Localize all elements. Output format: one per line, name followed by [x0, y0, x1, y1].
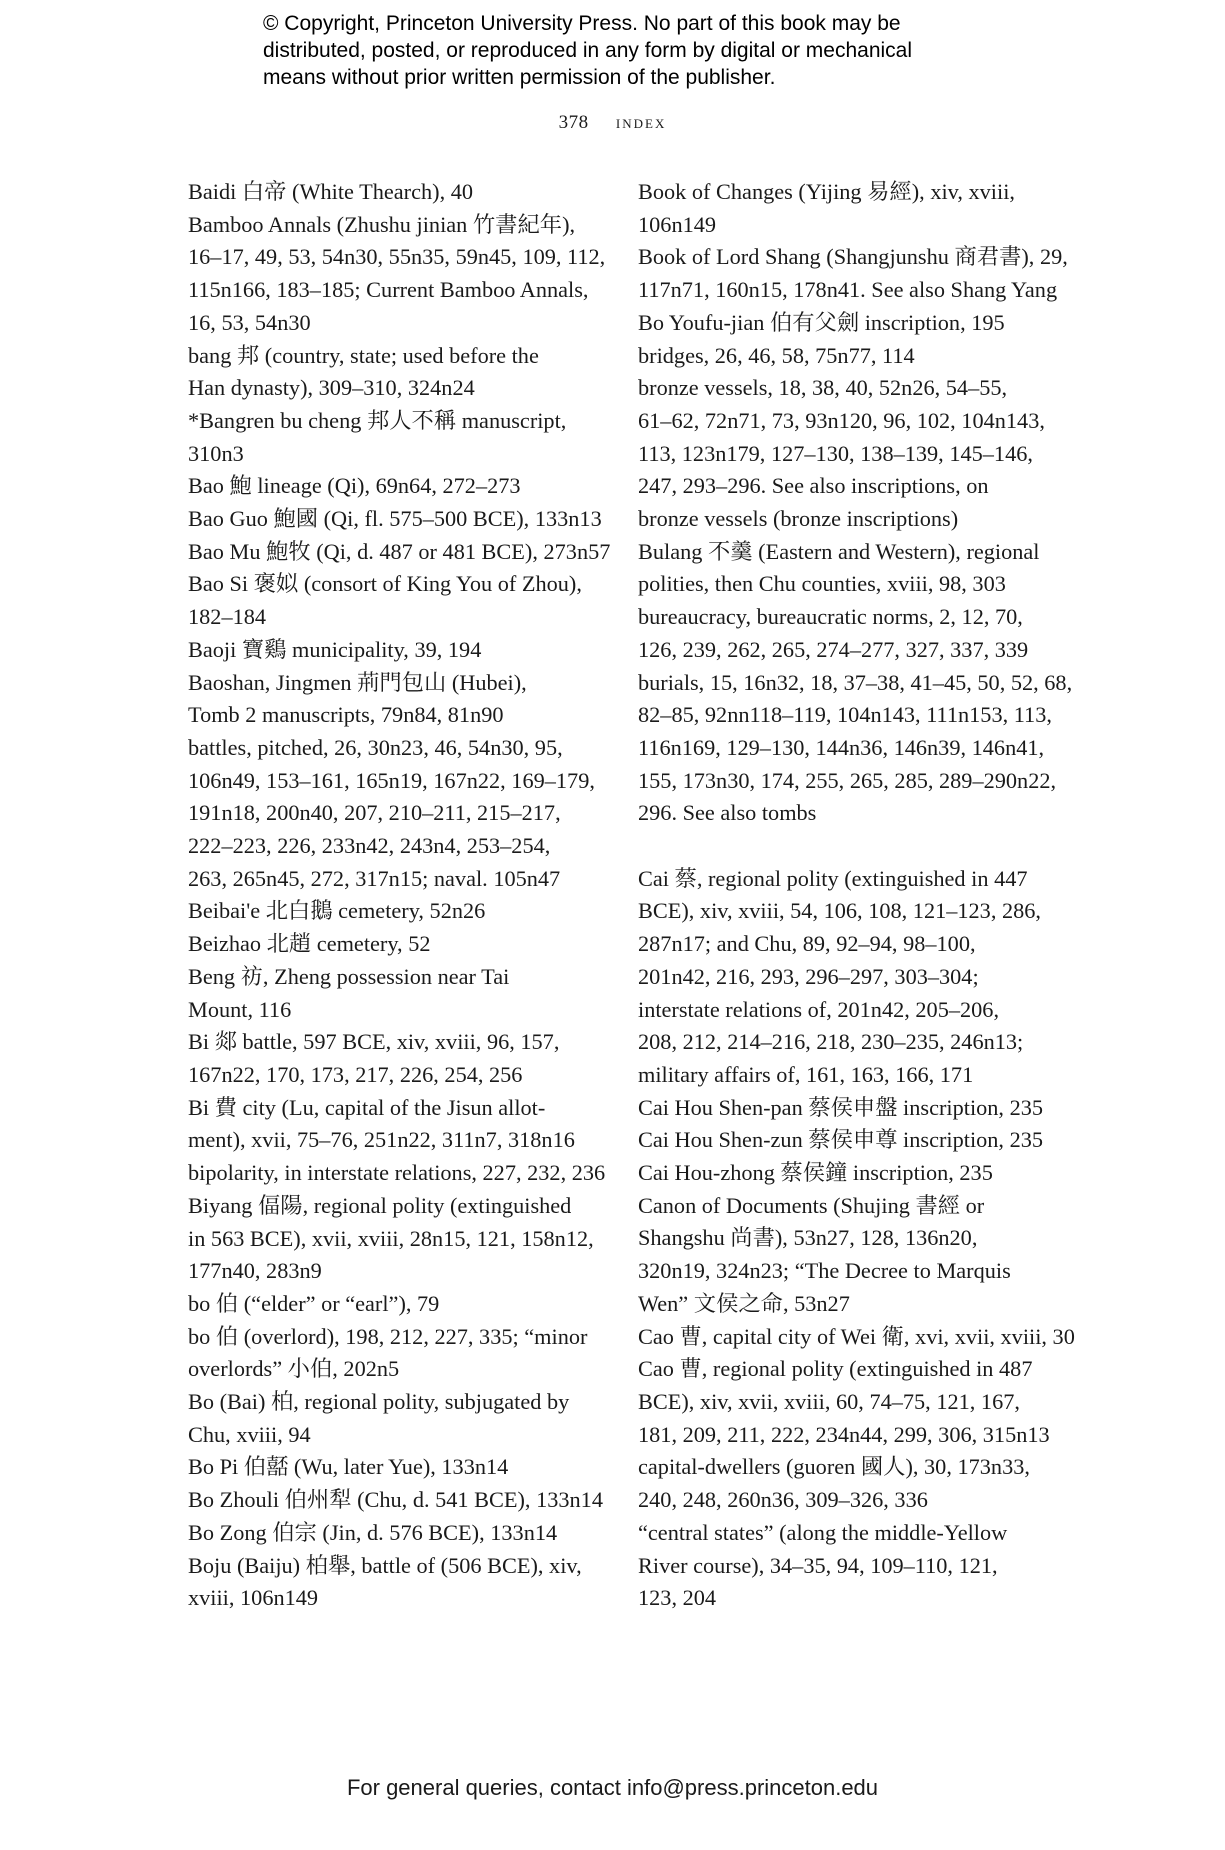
copyright-line: means without prior written permission of the publisher. — [263, 66, 776, 89]
index-entry-line: Bo Zhouli 伯州犁 (Chu, d. 541 BCE), 133n14 — [188, 1487, 603, 1513]
index-entry-line: Bo Youfu-jian 伯有父劍 inscription, 195 — [638, 309, 1005, 335]
index-entry-line: xviii, 106n149 — [188, 1585, 319, 1611]
index-entry-line: Bao Mu 鮑牧 (Qi, d. 487 or 481 BCE), 273n57 — [188, 538, 611, 564]
copyright-line: distributed, posted, or reproduced in any form by digital or mechanical — [263, 39, 913, 62]
index-entry — [188, 1517, 588, 1550]
index-entry-line: 296. See also tombs — [638, 800, 817, 826]
index-entry-line: bo 伯 (“elder” or “earl”), 79 — [188, 1290, 440, 1316]
index-entry-line: 116n169, 129–130, 144n36, 146n39, 146n41, — [638, 734, 1045, 760]
index-entry-line: Cao 曹, capital city of Wei 衛, xvi, xvii, xviii, 30 — [638, 1323, 1075, 1349]
index-entry-line: overlords” 小伯, 202n5 — [188, 1356, 400, 1382]
index-entry — [188, 1550, 588, 1615]
index-entry-line: 240, 248, 260n36, 309–326, 336 — [638, 1487, 928, 1513]
index-entry-line: 106n49, 153–161, 165n19, 167n22, 169–179, — [188, 767, 595, 793]
index-entry-line: polities, then Chu counties, xviii, 98, 303 — [638, 571, 1006, 597]
index-entry — [188, 503, 602, 536]
index-entry — [188, 470, 588, 503]
index-entry-line: Bi 費 city (Lu, capital of the Jisun allot- — [188, 1094, 546, 1120]
index-entry-line: 191n18, 200n40, 207, 210–211, 215–217, — [188, 800, 561, 826]
index-entry-line: Beng 祊, Zheng possession near Tai — [188, 963, 510, 989]
index-entry — [188, 667, 588, 732]
index-entry — [188, 895, 588, 928]
index-entry — [188, 176, 588, 209]
index-entry-line: 263, 265n45, 272, 317n15; naval. 105n47 — [188, 865, 561, 891]
copyright-notice — [263, 10, 1043, 91]
index-entry-line: 201n42, 216, 293, 296–297, 303–304; — [638, 963, 979, 989]
index-entry-line: Book of Lord Shang (Shangjunshu 商君書), 29, — [638, 244, 1068, 270]
index-entry — [188, 961, 588, 1026]
index-entry-line: Bao Guo 鮑國 (Qi, fl. 575–500 BCE), 133n13 — [188, 506, 602, 532]
index-entry — [188, 1288, 588, 1321]
index-entry-line: Wen” 文侯之命, 53n27 — [638, 1290, 850, 1316]
index-entry-line: 222–223, 226, 233n42, 243n4, 253–254, — [188, 833, 551, 859]
index-entry — [188, 536, 611, 569]
index-entry-line: Baidi 白帝 (White Thearch), 40 — [188, 179, 474, 204]
index-entry-line: 247, 293–296. See also inscriptions, on — [638, 473, 989, 499]
index-entry — [638, 601, 1050, 666]
index-entry — [638, 1321, 1075, 1354]
index-entry — [638, 1451, 1050, 1516]
index-entry-line: 113, 123n179, 127–130, 138–139, 145–146, — [638, 440, 1033, 466]
index-entry-line: 310n3 — [188, 440, 244, 466]
index-entry — [638, 340, 1050, 373]
index-entry — [638, 372, 1050, 536]
index-entry-line: Canon of Documents (Shujing 書經 or — [638, 1192, 985, 1218]
index-entry-line: 82–85, 92nn118–119, 104n143, 111n153, 113, — [638, 702, 1052, 728]
index-entry-line: Bamboo Annals (Zhushu jinian 竹書紀年), — [188, 211, 576, 237]
index-entry — [188, 405, 588, 470]
index-entry — [188, 1157, 606, 1190]
index-entry — [188, 1092, 588, 1157]
index-entry-line: 61–62, 72n71, 73, 93n120, 96, 102, 104n143, — [638, 407, 1045, 433]
index-entry — [188, 1451, 588, 1484]
index-entry-line: Cao 曹, regional polity (extinguished in 487 — [638, 1356, 1033, 1382]
index-entry — [638, 1190, 1050, 1321]
index-entry-line: 117n71, 160n15, 178n41. See also Shang Yang — [638, 277, 1058, 303]
index-entry-line: Boju (Baiju) 柏舉, battle of (506 BCE), xiv, — [188, 1552, 582, 1578]
index-entry-line: 208, 212, 214–216, 218, 230–235, 246n13; — [638, 1029, 1024, 1055]
index-entry-line: Baoshan, Jingmen 荊門包山 (Hubei), — [188, 669, 527, 695]
index-entry-line: 177n40, 283n9 — [188, 1258, 322, 1284]
index-entry-line: 181, 209, 211, 222, 234n44, 299, 306, 315n13 — [638, 1421, 1050, 1447]
index-entry-line: bipolarity, in interstate relations, 227, 232, 236 — [188, 1160, 606, 1186]
index-entry — [188, 340, 588, 405]
index-entry-line: Biyang 偪陽, regional polity (extinguished — [188, 1192, 572, 1218]
index-entry-line: Bao Si 褒姒 (consort of King You of Zhou), — [188, 571, 582, 597]
index-entry-line: *Bangren bu cheng 邦人不稱 manuscript, — [188, 407, 567, 433]
index-entry-line: Bao 鮑 lineage (Qi), 69n64, 272–273 — [188, 473, 521, 499]
section-gap — [638, 830, 1050, 863]
index-entry-line: capital-dwellers (guoren 國人), 30, 173n33, — [638, 1454, 1030, 1480]
index-entry-line: 16–17, 49, 53, 54n30, 55n35, 59n45, 109, 112, — [188, 244, 606, 270]
index-entry-line: interstate relations of, 201n42, 205–206, — [638, 996, 1000, 1022]
index-entry-line: 320n19, 324n23; “The Decree to Marquis — [638, 1258, 1011, 1284]
running-title: index — [615, 112, 667, 133]
index-entry-line: Bi 郯 battle, 597 BCE, xiv, xviii, 96, 157, — [188, 1029, 560, 1055]
index-entry-line: military affairs of, 161, 163, 166, 171 — [638, 1061, 974, 1087]
index-entry-line: Cai Hou Shen-zun 蔡侯申尊 inscription, 235 — [638, 1127, 1044, 1153]
index-entry-line: Cai Hou-zhong 蔡侯鐘 inscription, 235 — [638, 1160, 993, 1186]
index-entry — [188, 1190, 594, 1288]
index-entry-line: bo 伯 (overlord), 198, 212, 227, 335; “minor — [188, 1323, 588, 1349]
index-entry — [638, 863, 1050, 1092]
footer-contact: For general queries, contact info@press.princeton.edu — [346, 1775, 879, 1800]
running-head — [0, 112, 1225, 134]
index-entry — [638, 1092, 1050, 1125]
index-entry-line: 167n22, 170, 173, 217, 226, 254, 256 — [188, 1061, 523, 1087]
index-entry — [188, 928, 588, 961]
index-entry-line: Shangshu 尚書), 53n27, 128, 136n20, — [638, 1225, 978, 1251]
index-entry — [638, 241, 1068, 306]
index-entry — [188, 1026, 588, 1091]
index-entry-line: Bo Zong 伯宗 (Jin, d. 576 BCE), 133n14 — [188, 1519, 558, 1545]
index-entry — [188, 1386, 588, 1451]
index-entry-line: BCE), xiv, xviii, 54, 106, 108, 121–123, 286, — [638, 898, 1041, 924]
index-entry-line: Book of Changes (Yijing 易經), xiv, xviii, — [638, 179, 1015, 204]
index-column-left — [188, 176, 611, 1615]
index-entry — [638, 1353, 1050, 1451]
index-entry-line: in 563 BCE), xvii, xviii, 28n15, 121, 158n12, — [188, 1225, 594, 1251]
index-entry-line: 287n17; and Chu, 89, 92–94, 98–100, — [638, 931, 976, 957]
index-entry-line: Chu, xviii, 94 — [188, 1421, 311, 1447]
index-entry-line: Beizhao 北趙 cemetery, 52 — [188, 931, 431, 957]
index-entry — [638, 536, 1050, 601]
index-entry — [188, 634, 588, 667]
index-entry — [638, 1157, 1050, 1190]
index-entry-line: Bulang 不羹 (Eastern and Western), regional — [638, 538, 1040, 564]
index-entry-line: bang 邦 (country, state; used before the — [188, 342, 539, 368]
index-entry — [188, 209, 606, 340]
copyright-line: © Copyright, Princeton University Press. No part of this book may be — [263, 12, 901, 35]
index-entry-line: 106n149 — [638, 211, 717, 237]
index-entry-line: 182–184 — [188, 604, 267, 630]
index-entry-line: Bo Pi 伯嚭 (Wu, later Yue), 133n14 — [188, 1454, 509, 1480]
index-entry-line: bronze vessels (bronze inscriptions) — [638, 506, 959, 532]
index-entry-line: bridges, 26, 46, 58, 75n77, 114 — [638, 342, 915, 368]
index-entry — [638, 1124, 1050, 1157]
index-entry — [188, 1321, 588, 1386]
index-entry-line: Bo (Bai) 柏, regional polity, subjugated by — [188, 1389, 570, 1415]
index-entry-line: Cai 蔡, regional polity (extinguished in 447 — [638, 865, 1028, 891]
index-entry-line: River course), 34–35, 94, 109–110, 121, — [638, 1552, 998, 1578]
index-entry — [638, 307, 1050, 340]
index-entry-line: ment), xvii, 75–76, 251n22, 311n7, 318n16 — [188, 1127, 575, 1153]
index-entry — [638, 1517, 1050, 1615]
index-entry-line: bureaucracy, bureaucratic norms, 2, 12, 70, — [638, 604, 1023, 630]
index-entry-line: Mount, 116 — [188, 996, 292, 1022]
index-entry-line: 16, 53, 54n30 — [188, 309, 311, 335]
index-entry-line: BCE), xiv, xvii, xviii, 60, 74–75, 121, 167, — [638, 1389, 1020, 1414]
index-entry-line: 126, 239, 262, 265, 274–277, 327, 337, 339 — [638, 636, 1029, 662]
index-entry — [188, 568, 588, 633]
index-entry-line: battles, pitched, 26, 30n23, 46, 54n30, 95, — [188, 734, 563, 760]
index-entry-line: “central states” (along the middle-Yellow — [638, 1519, 1008, 1545]
index-entry-line: 115n166, 183–185; Current Bamboo Annals, — [188, 277, 589, 303]
index-entry — [638, 667, 1073, 831]
index-entry-line: Tomb 2 manuscripts, 79n84, 81n90 — [188, 702, 504, 728]
index-column-right — [638, 176, 1075, 1615]
index-entry-line: burials, 15, 16n32, 18, 37–38, 41–45, 50, 52, 68, — [638, 669, 1073, 695]
index-entry-line: 155, 173n30, 174, 255, 265, 285, 289–290n22, — [638, 767, 1057, 793]
index-entry-line: Beibai'e 北白鵝 cemetery, 52n26 — [188, 898, 486, 924]
index-entry — [188, 732, 595, 896]
index-entry-line: Cai Hou Shen-pan 蔡侯申盤 inscription, 235 — [638, 1094, 1044, 1120]
index-entry-line: Baoji 寶鷄 municipality, 39, 194 — [188, 636, 482, 662]
index-entry-line: bronze vessels, 18, 38, 40, 52n26, 54–55, — [638, 375, 1008, 401]
index-entry-line: 123, 204 — [638, 1585, 717, 1611]
index-entry-line: Han dynasty), 309–310, 324n24 — [188, 375, 475, 401]
index-entry — [188, 1484, 603, 1517]
page-number: 378 — [558, 112, 589, 133]
index-entry — [638, 176, 1050, 241]
